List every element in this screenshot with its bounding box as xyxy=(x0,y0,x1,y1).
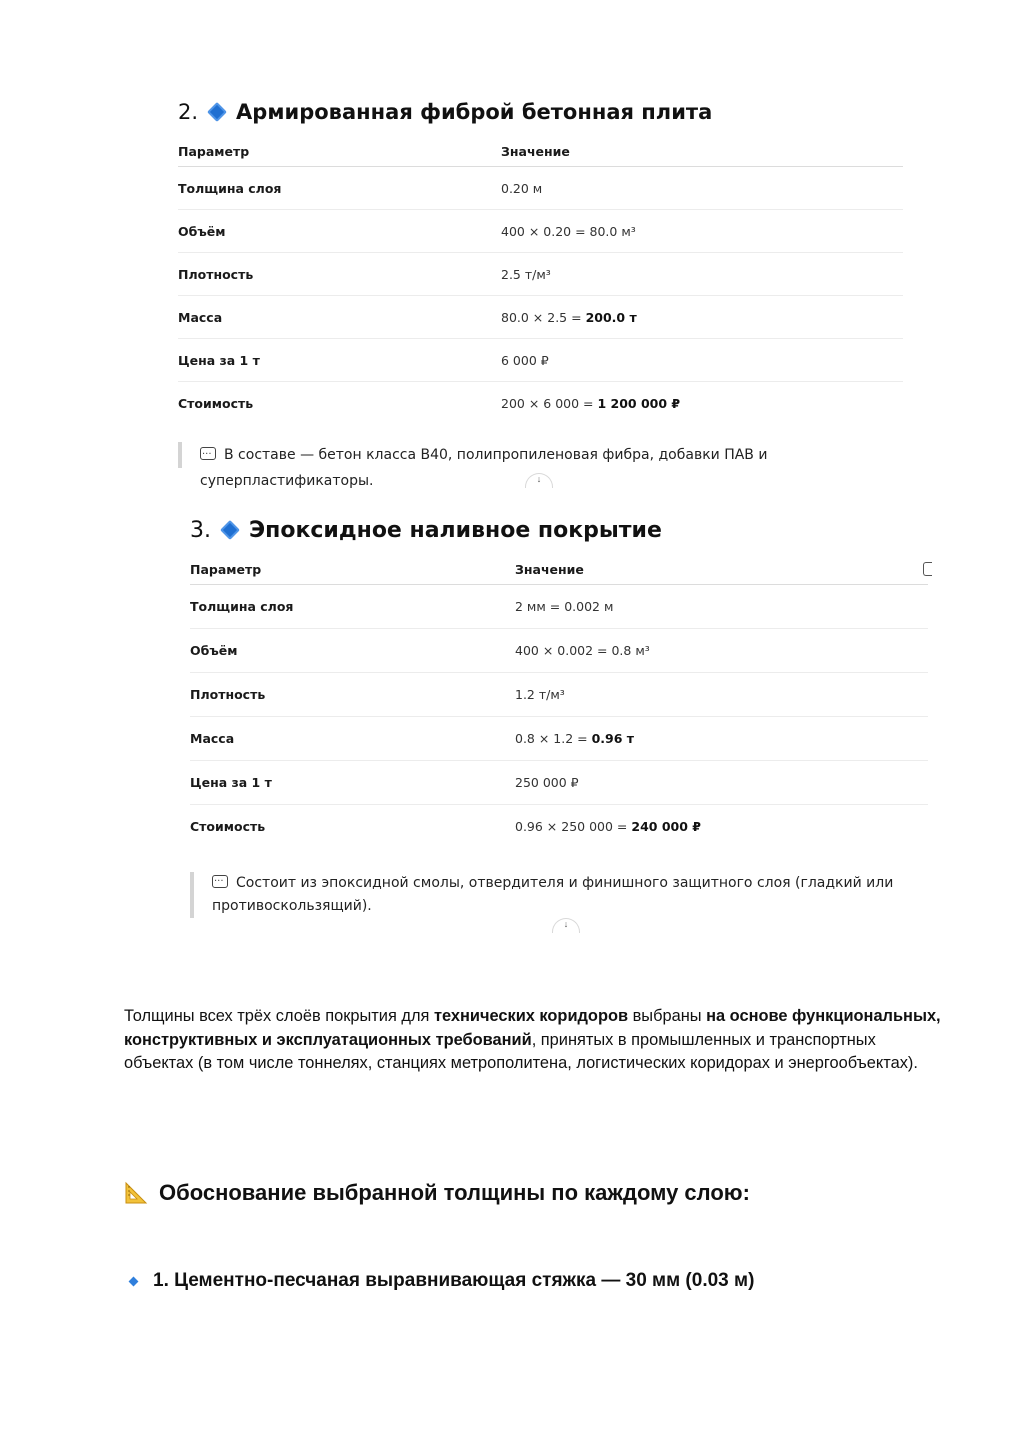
section-2-screenshot xyxy=(178,92,908,487)
column-header-value: Значение xyxy=(501,136,903,167)
value-text: 0.8 × 1.2 = xyxy=(515,731,592,746)
blue-diamond-icon xyxy=(207,102,227,122)
column-header-param: Параметр xyxy=(178,136,501,167)
table-row xyxy=(190,761,928,805)
table-row xyxy=(190,629,928,673)
justification-heading-text: Обоснование выбранной толщины по каждому слою: xyxy=(159,1180,750,1205)
section-2-note-text: В составе — бетон класса В40, полипропиленовая фибра, добавки ПАВ и суперпластификаторы. xyxy=(200,447,768,489)
value-cell xyxy=(501,339,903,382)
param-cell: Стоимость xyxy=(178,395,254,411)
value-text: 2 мм = 0.002 м xyxy=(515,599,614,614)
chat-bubble-icon xyxy=(200,447,216,460)
value-result: 0.96 т xyxy=(591,731,635,746)
value-result: 1 200 000 ₽ xyxy=(597,395,681,411)
value-cell xyxy=(515,717,928,761)
param-cell: Плотность xyxy=(178,253,501,296)
layer-1-heading-text: 1. Цементно-песчаная выравнивающая стяжка — 30 мм (0.03 м) xyxy=(153,1270,755,1291)
table-row xyxy=(190,585,928,629)
value-result: 200.0 т xyxy=(585,309,637,325)
value-text: 200 × 6 000 = xyxy=(501,395,598,411)
table-row xyxy=(178,167,903,210)
small-blue-diamond-icon xyxy=(129,1276,139,1286)
table-row xyxy=(178,296,903,339)
body-paragraph xyxy=(124,1005,944,1076)
param-cell: Стоимость xyxy=(190,819,266,835)
chat-bubble-icon xyxy=(212,875,228,888)
scroll-down-button[interactable]: ↓ xyxy=(552,918,580,933)
copy-icon[interactable] xyxy=(923,562,932,576)
value-text: 400 × 0.002 = 0.8 м³ xyxy=(515,643,650,658)
value-cell xyxy=(515,629,928,673)
value-text: 400 × 0.20 = 80.0 м³ xyxy=(501,223,636,239)
paragraph-bold: на основе функциональных, конструктивных и эксплуатационных требований xyxy=(124,1007,941,1049)
value-cell xyxy=(515,761,928,805)
param-cell: Цена за 1 т xyxy=(190,761,515,805)
table-row xyxy=(178,210,903,253)
param-cell: Объём xyxy=(178,210,501,253)
table-row xyxy=(178,253,903,296)
value-cell xyxy=(501,253,903,296)
section-3-note xyxy=(190,872,912,918)
table-row xyxy=(178,382,903,425)
param-cell: Толщина слоя xyxy=(178,167,501,210)
table-row xyxy=(190,805,928,849)
section-2-number: 2. xyxy=(178,100,199,124)
section-3-title: Эпоксидное наливное покрытие xyxy=(249,517,662,543)
column-header-value: Значение xyxy=(515,554,928,585)
param-cell: Масса xyxy=(178,296,501,339)
paragraph-text: Толщины всех трёх слоёв покрытия для xyxy=(124,1007,434,1025)
value-cell xyxy=(501,382,903,425)
table-row xyxy=(190,673,928,717)
section-2-table xyxy=(178,136,903,425)
param-cell: Объём xyxy=(190,629,515,673)
param-cell: Цена за 1 т xyxy=(178,339,501,382)
section-3-number: 3. xyxy=(190,517,211,543)
param-cell: Масса xyxy=(190,717,515,761)
section-3-note-line1: Состоит из эпоксидной смолы, отвердителя и финишного защитного слоя (гладкий или xyxy=(236,875,894,891)
value-text: 250 000 ₽ xyxy=(515,775,579,790)
section-2-title: Армированная фиброй бетонная плита xyxy=(236,100,713,124)
value-text: 2.5 т/м³ xyxy=(501,266,551,282)
param-cell: Плотность xyxy=(190,673,515,717)
value-text: 0.20 м xyxy=(501,180,543,196)
value-text: 80.0 × 2.5 = xyxy=(501,309,586,325)
layer-1-heading xyxy=(130,1270,754,1292)
paragraph-text: выбраны xyxy=(628,1007,707,1025)
section-2-heading xyxy=(178,92,908,132)
section-3-heading xyxy=(190,510,930,550)
paragraph-text: , принятых в промышленных и транспортных объектах (в том числе тоннелях, станциях метрополитена, логистических коридорах и энергообъектах). xyxy=(124,1030,918,1072)
value-cell xyxy=(501,296,903,339)
section-3-note-line2: противоскользящий). xyxy=(212,898,372,914)
justification-heading xyxy=(124,1180,750,1206)
table-row xyxy=(178,339,903,382)
value-text: 0.96 × 250 000 = xyxy=(515,819,632,835)
value-cell xyxy=(501,210,903,253)
param-cell: Толщина слоя xyxy=(190,585,515,629)
paragraph-bold: технических коридоров xyxy=(433,1007,629,1025)
section-3-table xyxy=(190,554,928,849)
section-2-note xyxy=(178,442,920,489)
value-text: 1.2 т/м³ xyxy=(515,687,565,702)
value-cell xyxy=(501,167,903,210)
table-row xyxy=(190,717,928,761)
value-text: 6 000 ₽ xyxy=(501,352,549,368)
value-cell xyxy=(515,585,928,629)
section-3-screenshot xyxy=(190,510,930,938)
value-result: 240 000 ₽ xyxy=(631,819,701,835)
triangular-ruler-icon xyxy=(124,1181,148,1205)
column-header-param: Параметр xyxy=(190,554,515,585)
value-cell xyxy=(515,673,928,717)
value-cell xyxy=(515,805,928,849)
blue-diamond-icon xyxy=(220,520,240,540)
scroll-down-button[interactable]: ↓ xyxy=(525,473,553,488)
